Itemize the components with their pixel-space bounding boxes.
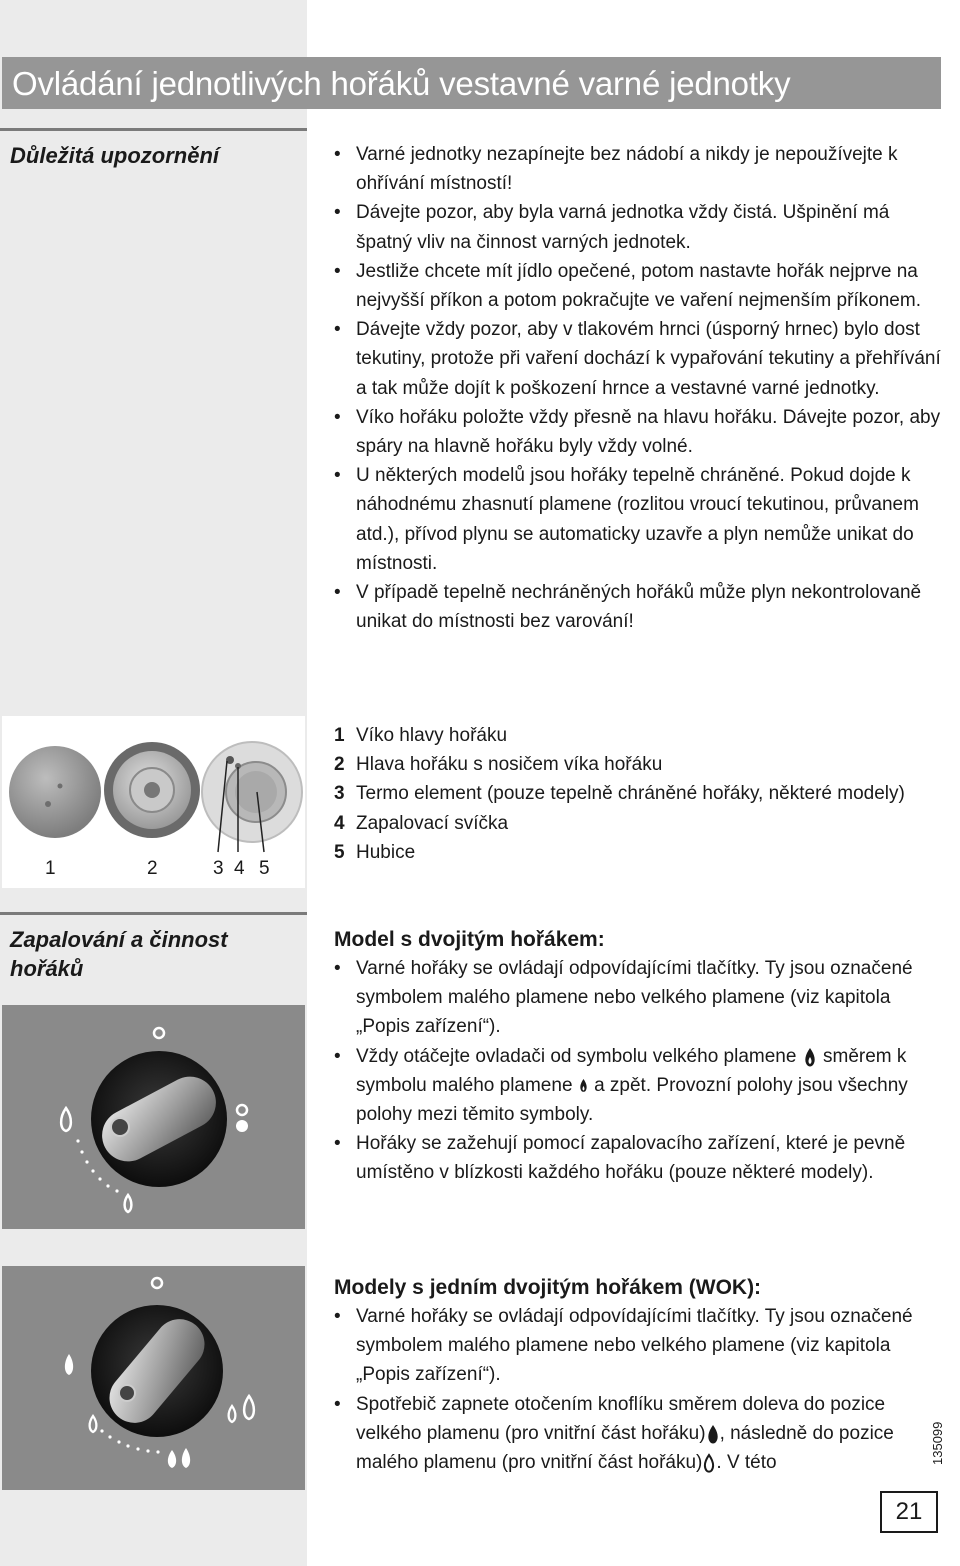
figure-label-3: 3 xyxy=(213,858,224,879)
document-code: 135099 xyxy=(930,1421,945,1465)
flame-large-icon xyxy=(61,1108,71,1131)
figure-label-1: 1 xyxy=(45,858,56,879)
double-burner-block xyxy=(334,925,949,1188)
list-item: • U některých modelů jsou hořáky tepelně chráněné. Pokud dojde k náhodnému zhasnutí plamene (rozlitou vroucí tekutinou, průvanem atd.), přívod plynu se automaticky uzavře a plyn nemůže unikat do místnosti. xyxy=(334,461,949,578)
knob-figure-wok xyxy=(2,1266,305,1490)
knob-illustration-double xyxy=(2,1005,305,1229)
flame-outline-icon xyxy=(702,1452,716,1474)
flame-small-icon xyxy=(578,1078,589,1093)
part-number: 3 xyxy=(334,783,345,805)
part-text: Termo element (pouze tepelně chráněné hořáky, některé modely) xyxy=(356,783,905,805)
list-item: • Dávejte pozor, aby byla varná jednotka vždy čistá. Ušpinění má špatný vliv na činnost varných jednotek. xyxy=(334,198,949,256)
title-bar xyxy=(2,57,941,109)
list-item: • V případě tepelně nechráněných hořáků může plyn nekontrolovaně unikat do místnosti bez varování! xyxy=(334,578,949,636)
part-text: Hubice xyxy=(356,841,416,863)
figure-label-2: 2 xyxy=(147,858,158,879)
section-label-warnings: Důležitá upozornění xyxy=(10,143,219,168)
flame-large-icon xyxy=(706,1423,720,1445)
section-rule xyxy=(0,912,307,915)
warnings-block xyxy=(334,140,949,636)
subsection-title-wok: Modely s jedním dvojitým hořákem (WOK): xyxy=(334,1276,762,1299)
flame-large-icon xyxy=(802,1046,818,1068)
list-item: • Dávejte vždy pozor, aby v tlakovém hrnci (úsporný hrnec) bylo dost tekutiny, protože při vaření dochází k vypařování tekutiny a přehřívání a tak může dojít k poškození hrnce a vestavné varné jednotky. xyxy=(334,315,949,403)
list-text: Vždy otáčejte ovladači od symbolu velkého plamene xyxy=(356,1045,797,1067)
warnings-list xyxy=(334,140,949,636)
burner-parts-illustration xyxy=(2,716,305,888)
knob-figure-double xyxy=(2,1005,305,1229)
parts-block xyxy=(334,721,949,867)
list-text: a zpět. Provozní polohy jsou všechny polohy mezi těmito symboly. xyxy=(356,1074,908,1126)
list-text: Spotřebič zapnete otočením knoflíku směrem doleva do pozice velkého plamenu (pro vnitřní část hořáku) xyxy=(356,1393,886,1444)
part-number: 1 xyxy=(334,725,345,746)
list-item xyxy=(334,779,949,808)
page-title: Ovládání jednotlivých hořáků vestavné varné jednotky xyxy=(12,65,791,102)
list-item xyxy=(334,809,949,838)
burner-cap-shape xyxy=(9,746,101,838)
list-text: směrem k symbolu malého plamene xyxy=(356,1045,907,1096)
double-burner-list xyxy=(334,954,949,1188)
section-label-ignition: Zapalování a činnost hořáků xyxy=(10,927,228,981)
list-text: . V této xyxy=(716,1452,777,1474)
part-number: 4 xyxy=(334,812,345,834)
parts-list xyxy=(334,721,949,867)
list-item: • Varné hořáky se ovládají odpovídajícími tlačítky. Ty jsou označené symbolem malého plamene nebo velkého plamene (viz kapitola „Popis zařízení“). xyxy=(334,1302,949,1390)
part-number: 5 xyxy=(334,841,345,863)
burner-parts-figure xyxy=(2,716,305,888)
flame-outline-icon xyxy=(90,1416,97,1432)
list-item xyxy=(334,1390,949,1478)
off-position-icon xyxy=(154,1028,164,1038)
list-item: • Hořáky se zažehují pomocí zapalovacího zařízení, které je pevně umístěno v blízkosti každého hořáku (pouze některé modely). xyxy=(334,1129,949,1187)
subsection-title-double: Model s dvojitým hořákem: xyxy=(334,928,605,951)
part-text: Zapalovací svíčka xyxy=(356,812,509,834)
off-position-icon xyxy=(152,1278,162,1288)
figure-label-4: 4 xyxy=(234,858,245,879)
figure-label-5: 5 xyxy=(259,858,270,879)
ignition-position-icon xyxy=(236,1120,248,1132)
part-text: Víko hlavy hořáku xyxy=(356,725,508,746)
list-item xyxy=(334,838,949,867)
list-item xyxy=(334,750,949,779)
list-item: • Jestliže chcete mít jídlo opečené, potom nastavte hořák nejprve na nejvyšší příkon a potom pokračujte ve vaření nejmenším příkonem. xyxy=(334,257,949,315)
list-text: , následně do pozice malého plamenu (pro vnitřní část hořáku) xyxy=(356,1422,894,1474)
list-item: • Varné hořáky se ovládají odpovídajícími tlačítky. Ty jsou označené symbolem malého plamene nebo velkého plamene (viz kapitola „Popis zařízení“). xyxy=(334,954,949,1042)
list-item xyxy=(334,1042,949,1130)
section-rule xyxy=(0,128,307,131)
flame-large-icon xyxy=(65,1354,73,1375)
knob-illustration-wok xyxy=(2,1266,305,1490)
part-number: 2 xyxy=(334,754,345,776)
part-text: Hlava hořáku s nosičem víka hořáku xyxy=(356,754,663,776)
wok-burner-block xyxy=(334,1273,949,1477)
list-item: • Víko hořáku položte vždy přesně na hlavu hořáku. Dávejte pozor, aby spáry na hlavně hořáku byly vždy volné. xyxy=(334,403,949,461)
page-number: 21 xyxy=(880,1491,938,1533)
list-item: • Varné jednotky nezapínejte bez nádobí a nikdy je nepoužívejte k ohřívání místností! xyxy=(334,140,949,198)
list-item xyxy=(334,721,949,750)
flame-small-icon xyxy=(125,1195,132,1212)
wok-burner-list xyxy=(334,1302,949,1477)
